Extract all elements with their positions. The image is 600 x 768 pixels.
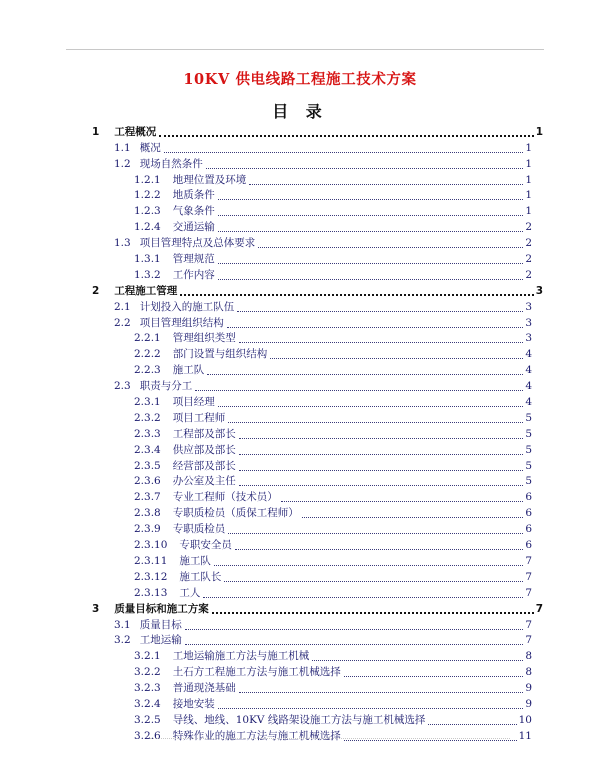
toc-entry-title: 现场自然条件 [139, 157, 203, 170]
toc-entry-page: 6 [525, 523, 532, 536]
toc-leader-dots [218, 702, 524, 709]
toc-entry-page: 9 [525, 697, 532, 710]
toc-entry-page: 1 [525, 141, 532, 154]
toc-entry[interactable] [0, 505, 600, 521]
toc-leader-dots [239, 448, 524, 455]
toc-entry-page: 3 [525, 316, 532, 329]
toc-entry-page: 4 [525, 364, 532, 377]
toc-entry-title: 工程部及部长 [172, 427, 236, 440]
toc-entry-number: 2.3.11 [134, 554, 168, 567]
toc-entry[interactable] [0, 426, 600, 442]
toc-entry-number: 1.2.3 [134, 205, 161, 218]
toc-entry-title: 部门设置与组织结构 [172, 348, 268, 361]
toc-entry-page: 10 [518, 713, 532, 726]
toc-entry-title: 地理位置及环境 [172, 173, 247, 186]
toc-entry[interactable] [0, 664, 600, 680]
toc-entry-number: 3.2.3 [134, 682, 161, 695]
toc-entry-number: 3.2 [114, 634, 131, 647]
toc-entry-page: 5 [525, 411, 532, 424]
toc-leader-dots [239, 479, 524, 486]
toc-entry-title: 地质条件 [172, 189, 215, 202]
toc-entry-page: 5 [525, 443, 532, 456]
toc-leader-dots [218, 225, 524, 232]
toc-entry-number: 1.2 [114, 157, 131, 170]
toc-entry-number: 3.2.1 [134, 650, 161, 663]
toc-entry-page: 2 [525, 237, 532, 250]
toc-entry-title: 专业工程师（技术员） [172, 491, 278, 504]
toc-entry[interactable] [0, 235, 600, 251]
toc-leader-dots [218, 257, 524, 264]
toc-entry-title: 职责与分工 [139, 380, 193, 393]
toc-entry[interactable] [0, 251, 600, 267]
toc-entry-number: 3.2.4 [134, 697, 161, 710]
toc-entry-number: 2.3.3 [134, 427, 161, 440]
toc-leader-dots [218, 400, 524, 407]
toc-leader-dots [207, 368, 523, 375]
toc-entry-number: 3 [92, 602, 100, 615]
document-title: 10KV 供电线路工程施工技术方案 [183, 71, 417, 88]
toc-entry-page: 1 [525, 157, 532, 170]
toc-entry-number: 2.3.7 [134, 491, 161, 504]
toc-entry-title: 气象条件 [172, 205, 215, 218]
toc-entry[interactable] [0, 712, 600, 728]
toc-entry[interactable] [0, 696, 600, 712]
toc-entry-page: 4 [525, 396, 532, 409]
toc-entry-title: 工程施工管理 [114, 284, 178, 297]
toc-entry-page: 5 [525, 427, 532, 440]
toc-entry-page: 9 [525, 682, 532, 695]
toc-entry-title: 普通现浇基础 [172, 682, 236, 695]
toc-entry[interactable] [0, 267, 600, 283]
toc-entry[interactable] [0, 633, 600, 649]
toc-entry-title: 计划投入的施工队伍 [139, 300, 235, 313]
toc-entry[interactable] [0, 203, 600, 219]
toc-entry-title: 专职质检员 [172, 523, 226, 536]
toc-entry[interactable] [0, 156, 600, 172]
toc-entry[interactable] [0, 346, 600, 362]
toc-entry-title: 办公室及主任 [172, 475, 236, 488]
toc-entry-page: 3 [525, 300, 532, 313]
toc-leader-dots [258, 241, 523, 248]
toc-leader-dots [224, 575, 523, 582]
toc-leader-dots [312, 654, 523, 661]
toc-entry[interactable] [0, 315, 600, 331]
toc-entry[interactable] [0, 378, 600, 394]
toc-leader-dots [344, 670, 524, 677]
toc-entry-number: 2.1 [114, 300, 131, 313]
toc-entry-page: 5 [525, 475, 532, 488]
toc-entry-page: 5 [525, 459, 532, 472]
toc-entry[interactable] [0, 394, 600, 410]
toc-entry[interactable] [0, 601, 600, 617]
toc-entry-page: 4 [525, 380, 532, 393]
toc-entry[interactable] [0, 569, 600, 585]
toc-leader-dots [239, 432, 524, 439]
toc-entry-title: 专职质检员（质保工程师） [172, 507, 299, 520]
toc-entry-number: 2.2.3 [134, 364, 161, 377]
toc-leader-dots [239, 336, 524, 343]
toc-entry-page: 7 [525, 618, 532, 631]
toc-entry-page: 7 [525, 634, 532, 647]
toc-entry-title: 概况 [139, 141, 161, 154]
toc-entry-title: 工地运输施工方法与施工机械 [172, 650, 310, 663]
toc-entry-page: 1 [525, 173, 532, 186]
toc-entry[interactable] [0, 283, 600, 299]
toc-entry[interactable] [0, 489, 600, 505]
toc-leader-dots [281, 495, 524, 502]
toc-entry-number: 2.2.2 [134, 348, 161, 361]
toc-entry[interactable] [0, 617, 600, 633]
toc-leader-dots [206, 162, 524, 169]
toc-entry-page: 11 [518, 729, 532, 742]
toc-entry[interactable] [0, 553, 600, 569]
toc-entry-number: 1.1 [114, 141, 131, 154]
toc-leader-dots [228, 527, 523, 534]
toc-entry-page: 1 [525, 189, 532, 202]
toc-entry-number: 2 [92, 284, 100, 297]
toc-entry-number: 2.3.5 [134, 459, 161, 472]
toc-entry-page: 3 [535, 284, 543, 297]
toc-entry-page: 8 [525, 666, 532, 679]
toc-entry-title: 专职安全员 [179, 539, 232, 552]
toc-entry-title: 工地运输 [139, 634, 182, 647]
toc-leader-dots [159, 129, 533, 137]
toc-heading: 目 录 [272, 102, 328, 121]
toc-entry-number: 2.3.2 [134, 411, 161, 424]
toc-entry[interactable] [0, 521, 600, 537]
toc-entry[interactable] [0, 442, 600, 458]
toc-entry-page: 2 [525, 221, 532, 234]
toc-entry[interactable] [0, 537, 600, 553]
toc-entry[interactable] [0, 188, 600, 204]
toc-entry-number: 1.3.1 [134, 253, 161, 266]
toc-entry[interactable] [0, 362, 600, 378]
toc-leader-dots [428, 718, 516, 725]
toc-entry-title: 管理组织类型 [172, 332, 236, 345]
toc-entry-title: 工作内容 [172, 268, 215, 281]
toc-entry-page: 2 [525, 253, 532, 266]
toc-leader-dots [237, 305, 523, 312]
toc-leader-dots [164, 146, 524, 153]
toc-entry-page: 7 [525, 554, 532, 567]
toc-entry-number: 1.2.1 [134, 173, 161, 186]
toc-entry-number: 3.1 [114, 618, 131, 631]
toc-entry-title: 特殊作业的施工方法与施工机械选择 [172, 729, 341, 742]
toc-entry-number: 1.3.2 [134, 268, 161, 281]
toc-entry-number: 3.2.5 [134, 713, 161, 726]
toc-leader-dots [218, 273, 524, 280]
toc-entry-title: 质量目标和施工方案 [114, 602, 209, 615]
toc-leader-dots [270, 352, 523, 359]
toc-leader-dots [180, 288, 533, 296]
toc-entry-page: 6 [525, 539, 532, 552]
toc-entry-page: 6 [525, 507, 532, 520]
toc-entry-title: 施工队 [172, 364, 205, 377]
toc-leader-dots [218, 193, 524, 200]
toc-leader-dots [214, 559, 523, 566]
toc-entry[interactable] [0, 172, 600, 188]
toc-entry-title: 交通运输 [172, 221, 215, 234]
toc-entry-page: 7 [535, 602, 543, 615]
toc-entry-number: 2.3.12 [134, 570, 168, 583]
toc-entry-number: 3.2.6 [134, 729, 161, 742]
toc-entry-title: 经营部及部长 [172, 459, 236, 472]
toc-entry-number: 2.3.8 [134, 507, 161, 520]
toc-entry[interactable] [0, 140, 600, 156]
toc-entry-title: 施工队 [179, 554, 211, 567]
toc-entry-page: 3 [525, 332, 532, 345]
toc-entry-title: 项目管理组织结构 [139, 316, 224, 329]
toc-leader-dots [228, 416, 523, 423]
toc-entry-page: 6 [525, 491, 532, 504]
toc-entry-page: 1 [525, 205, 532, 218]
toc-entry[interactable] [0, 648, 600, 664]
toc-entry-title: 项目管理特点及总体要求 [139, 237, 256, 250]
footer-rule [150, 738, 510, 739]
toc-entry-title: 管理规范 [172, 253, 215, 266]
toc-leader-dots [203, 591, 523, 598]
toc-entry[interactable] [0, 728, 600, 744]
toc-entry-title: 质量目标 [139, 618, 182, 631]
toc-entry-page: 7 [525, 586, 532, 599]
table-of-contents [0, 124, 600, 744]
toc-entry-title: 项目工程师 [172, 411, 226, 424]
toc-leader-dots [212, 606, 534, 614]
toc-leader-dots [227, 321, 524, 328]
toc-leader-dots [239, 686, 524, 693]
toc-entry-number: 1.2.2 [134, 189, 161, 202]
toc-entry[interactable] [0, 331, 600, 347]
toc-entry-title: 工程概况 [114, 125, 157, 138]
toc-entry[interactable] [0, 474, 600, 490]
toc-entry-number: 3.2.2 [134, 666, 161, 679]
toc-leader-dots [218, 209, 524, 216]
toc-leader-dots [249, 178, 523, 185]
toc-leader-dots [235, 543, 523, 550]
toc-entry-page: 7 [525, 570, 532, 583]
toc-entry-page: 4 [525, 348, 532, 361]
toc-entry-page: 1 [535, 125, 543, 138]
toc-leader-dots [239, 464, 524, 471]
toc-leader-dots [195, 384, 523, 391]
toc-entry-title: 接地安装 [172, 697, 215, 710]
toc-entry-number: 1.3 [114, 237, 131, 250]
toc-entry-number: 2.3.9 [134, 523, 161, 536]
toc-entry-title: 项目经理 [172, 396, 215, 409]
toc-entry[interactable] [0, 299, 600, 315]
toc-entry-number: 2.2.1 [134, 332, 161, 345]
toc-entry[interactable] [0, 124, 600, 140]
header-rule [66, 49, 544, 50]
toc-entry[interactable] [0, 680, 600, 696]
toc-entry-page: 2 [525, 268, 532, 281]
toc-entry-number: 1 [92, 125, 100, 138]
toc-entry-title: 供应部及部长 [172, 443, 236, 456]
toc-leader-dots [302, 511, 524, 518]
toc-entry-number: 2.3.13 [134, 586, 168, 599]
toc-entry-number: 2.3.4 [134, 443, 161, 456]
toc-entry[interactable] [0, 219, 600, 235]
toc-entry-title: 导线、地线、10KV 线路架设施工方法与施工机械选择 [172, 713, 426, 726]
toc-entry-title: 施工队长 [179, 570, 222, 583]
toc-entry-number: 2.3 [114, 380, 131, 393]
toc-entry[interactable] [0, 458, 600, 474]
toc-leader-dots [185, 638, 524, 645]
toc-entry-number: 2.3.6 [134, 475, 161, 488]
toc-entry-page: 8 [525, 650, 532, 663]
toc-entry-number: 2.2 [114, 316, 131, 329]
toc-entry-number: 2.3.10 [134, 539, 168, 552]
toc-leader-dots [185, 623, 524, 630]
toc-entry-number: 1.2.4 [134, 221, 161, 234]
toc-entry[interactable] [0, 410, 600, 426]
toc-entry-number: 2.3.1 [134, 396, 161, 409]
toc-entry[interactable] [0, 585, 600, 601]
toc-entry-title: 工人 [179, 586, 201, 599]
toc-entry-title: 土石方工程施工方法与施工机械选择 [172, 666, 341, 679]
